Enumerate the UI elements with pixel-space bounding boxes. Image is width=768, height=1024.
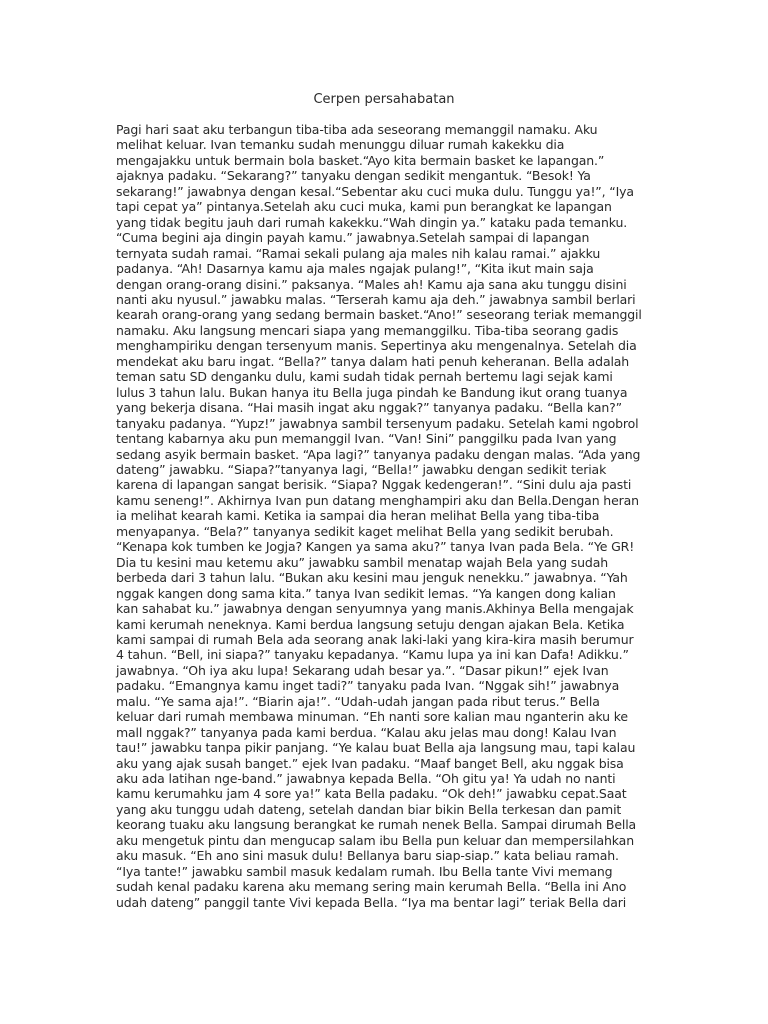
text-line: nggak kangen dong sama kita.” tanya Ivan sedikit lemas. “Ya kangen dong kalian [116,585,616,601]
text-line: aku mengetuk pintu dan mengucap salam ibu Bella pun keluar dan mempersilahkan [116,832,634,848]
text-line: aku masuk. “Eh ano sini masuk dulu! Bellanya baru siap-siap.” kata beliau ramah. [116,848,619,864]
text-line: ajaknya padaku. “Sekarang?” tanyaku dengan sedikit mengantuk. “Besok! Ya [116,168,591,184]
text-line: tanyaku padanya. “Yupz!” jawabnya sambil tersenyum padaku. Setelah kami ngobrol [116,415,639,431]
text-line: keluar dari rumah membawa minuman. “Eh nanti sore kalian mau nganterin aku ke [116,709,628,725]
text-line: tentang kabarnya aku pun memanggil Ivan. “Van! Sini” panggilku pada Ivan yang [116,431,617,447]
text-line: tapi cepat ya” pintanya.Setelah aku cuci muka, kami pun berangkat ke lapangan [116,199,612,215]
text-line: sudah kenal padaku karena aku memang sering main kerumah Bella. “Bella ini Ano [116,879,627,895]
text-line: “Kenapa kok tumben ke Jogja? Kangen ya sama aku?” tanya Ivan pada Bela. “Ye GR! [116,539,635,555]
text-line: nanti aku nyusul.” jawabku malas. “Terserah kamu aja deh.” jawabnya sambil berlari [116,291,636,307]
text-line: padanya. “Ah! Dasarnya kamu aja males ngajak pulang!”, “Kita ikut main saja [116,261,594,277]
text-line: aku yang ajak susah banget.” ejek Ivan padaku. “Maaf banget Bell, aku nggak bisa [116,755,624,771]
text-line: jawabnya. “Oh iya aku lupa! Sekarang udah besar ya.”. “Dasar pikun!” ejek Ivan [116,662,609,678]
text-line: kami kerumah neneknya. Kami berdua langsung setuju dengan ajakan Bela. Ketika [116,616,625,632]
text-line: Dia tu kesini mau ketemu aku” jawabku sambil menatap wajah Bela yang sudah [116,554,608,570]
text-line: dateng” jawabku. “Siapa?”tanyanya lagi, “Bella!” jawabku dengan sedikit teriak [116,461,607,477]
story-body [116,122,676,910]
text-line: udah dateng” panggil tante Vivi kepada Bella. “Iya ma bentar lagi” teriak Bella dari [116,894,627,910]
text-line: aku ada latihan nge-band.” jawabnya kepada Bella. “Oh gitu ya! Ya udah no nanti [116,771,616,787]
text-line: malu. “Ye sama aja!”. “Biarin aja!”. “Udah-udah jangan pada ribut terus.” Bella [116,693,600,709]
text-line: 4 tahun. “Bell, ini siapa?” tanyaku kepadanya. “Kamu lupa ya ini kan Dafa! Adikku.” [116,647,629,663]
text-line: mengajakku untuk bermain bola basket.“Ayo kita bermain basket ke lapangan.” [116,152,605,168]
text-line: kearah orang-orang yang sedang bermain basket.“Ano!” seseorang teriak memanggil [116,307,642,323]
text-line: keorang tuaku aku langsung berangkat ke rumah nenek Bella. Sampai dirumah Bella [116,817,637,833]
text-line: mendekat aku baru ingat. “Bella?” tanya dalam hati penuh keheranan. Bella adalah [116,353,630,369]
text-line: mall nggak?” tanyanya pada kami berdua. “Kalau aku jelas mau dong! Kalau Ivan [116,724,617,740]
text-line: ia melihat kearah kami. Ketika ia sampai dia heran melihat Bella yang tiba-tiba [116,508,600,524]
text-line: dengan orang-orang disini.” paksanya. “Males ah! Kamu aja sana aku tunggu disini [116,276,627,292]
text-line: tau!” jawabku tanpa pikir panjang. “Ye kalau buat Bella aja langsung mau, tapi kalau [116,740,636,756]
text-line: karena di lapangan sangat berisik. “Siapa? Nggak kedengeran!”. “Sini dulu aja pasti [116,477,632,493]
text-line: teman satu SD denganku dulu, kami sudah tidak pernah bertemu lagi sejak kami [116,369,613,385]
text-line: sedang asyik bermain basket. “Apa lagi?” tanyanya padaku dengan malas. “Ada yang [116,446,641,462]
text-line: menghampiriku dengan tersenyum manis. Sepertinya aku mengenalnya. Setelah dia [116,338,637,354]
page-title: Cerpen persahabatan [313,92,455,107]
text-line: ternyata sudah ramai. “Ramai sekali pulang aja males nih kalau ramai.” ajakku [116,245,601,261]
text-line: sekarang!” jawabnya dengan kesal.“Sebentar aku cuci muka dulu. Tunggu ya!”, “Iya [116,183,634,199]
text-line: kan sahabat ku.” jawabnya dengan senyumnya yang manis.Akhinya Bella mengajak [116,601,634,617]
text-line: kamu seneng!”. Akhirnya Ivan pun datang menghampiri aku dan Bella.Dengan heran [116,492,639,508]
text-line: kamu kerumahku jam 4 sore ya!” kata Bella padaku. “Ok deh!” jawabku cepat.Saat [116,786,627,802]
text-line: “Iya tante!” jawabku sambil masuk kedalam rumah. Ibu Bella tante Vivi memang [116,863,613,879]
text-line: menyapanya. “Bela?” tanyanya sedikit kaget melihat Bella yang sedikit berubah. [116,523,614,539]
text-line: yang tidak begitu jauh dari rumah kakekku.“Wah dingin ya.” kataku pada temanku. [116,214,628,230]
text-line: lulus 3 tahun lalu. Bukan hanya itu Bella juga pindah ke Bandung ikut orang tuanya [116,384,628,400]
text-line: padaku. “Emangnya kamu inget tadi?” tanyaku pada Ivan. “Nggak sih!” jawabnya [116,678,620,694]
text-line: yang aku tunggu udah dateng, setelah dandan biar bikin Bella terkesan dan pamit [116,801,622,817]
text-line: kami sampai di rumah Bela ada seorang anak laki-laki yang kira-kira masih berumur [116,631,634,647]
text-line: Pagi hari saat aku terbangun tiba-tiba ada seseorang memanggil namaku. Aku [116,122,598,137]
text-line: “Cuma begini aja dingin payah kamu.” jawabnya.Setelah sampai di lapangan [116,230,590,246]
text-line: namaku. Aku langsung mencari siapa yang memanggilku. Tiba-tiba seorang gadis [116,322,619,338]
text-line: melihat keluar. Ivan temanku sudah menunggu diluar rumah kakekku dia [116,137,565,153]
text-line: yang bekerja disana. “Hai masih ingat aku nggak?” tanyanya padaku. “Bella kan?” [116,400,622,416]
text-line: berbeda dari 3 tahun lalu. “Bukan aku kesini mau jenguk nenekku.” jawabnya. “Yah [116,570,628,586]
